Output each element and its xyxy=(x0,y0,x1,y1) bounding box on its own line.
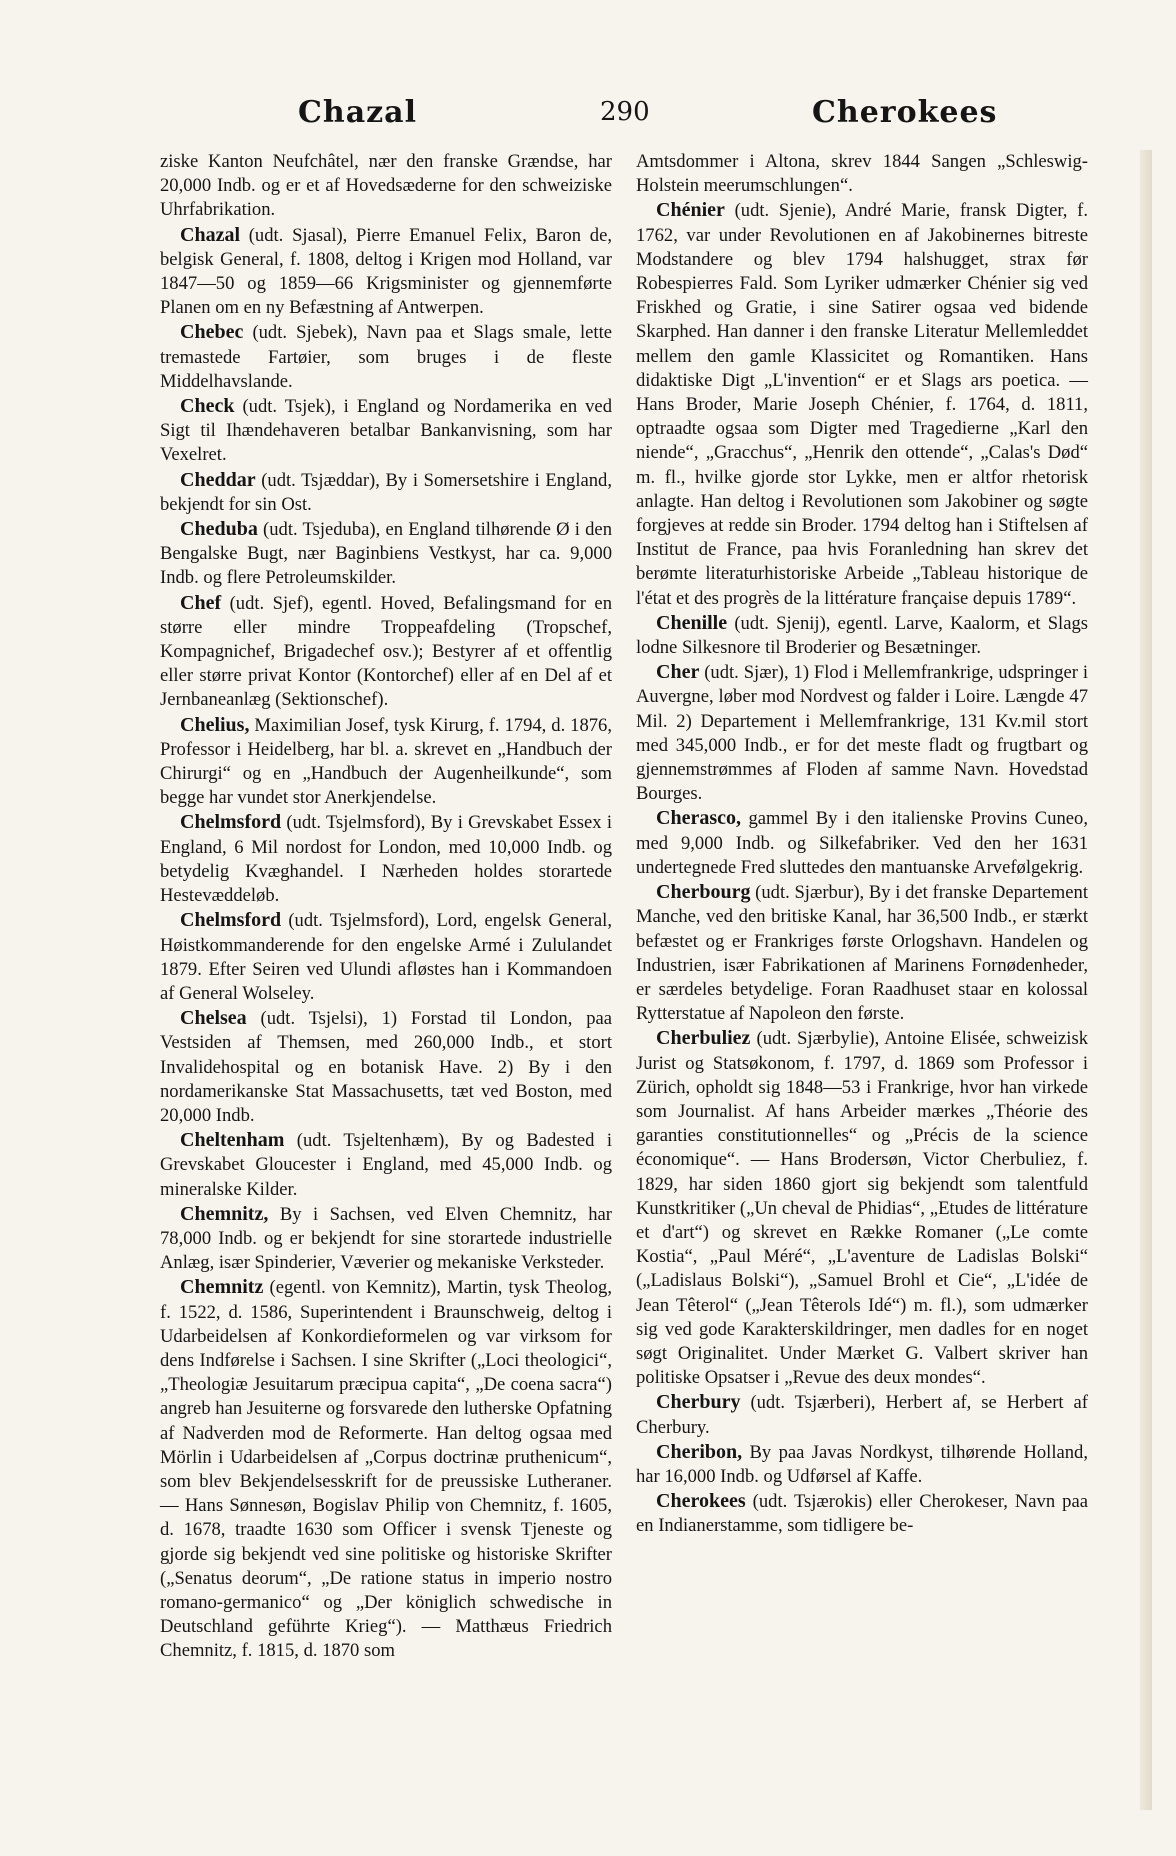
dictionary-entry xyxy=(636,150,1088,198)
entry-headword: Cherbuliez xyxy=(656,1027,751,1050)
entry-body: (udt. Sjærbur), By i det franske Departement Manche, ved den britiske Kanal, har 36,500 Indb., er stærkt befæstet og er Frankriges første Orlogshavn. Handelen og Industrien, især Fabrikationen af Marinens Fornødenheder, er særdeles betydelige. Foran Raadhuset staar en kolossal Rytterstatue af Napoleon den første. xyxy=(636,882,1088,1025)
entry-body: (udt. Tsjeduba), en England tilhørende Ø i den Bengalske Bugt, nær Baginbiens Vestkyst, har ca. 9,000 Indb. og flere Petroleumskilder. xyxy=(160,519,612,589)
entry-body: gammel By i den italienske Provins Cuneo, med 9,000 Indb. og Silkefabriker. Ved den her 1631 undertegnede Fred sluttedes den mantuanske Arvefølgekrig. xyxy=(636,808,1088,878)
dictionary-entry xyxy=(160,1006,612,1128)
dictionary-entry xyxy=(160,713,612,811)
entry-headword: Cherbury xyxy=(656,1391,741,1414)
entry-headword: Cheribon, xyxy=(656,1440,743,1463)
dictionary-entry xyxy=(160,1275,612,1663)
dictionary-entry xyxy=(160,810,612,908)
entry-headword: Cherasco, xyxy=(656,807,741,830)
entry-headword: Chelmsford xyxy=(180,811,282,834)
dictionary-entry xyxy=(160,1128,612,1202)
dictionary-entry xyxy=(160,517,612,591)
entry-body: (udt. Sjenie), André Marie, fransk Digter, f. 1762, var under Revolutionen en af Jakobinernes bitreste Modstandere og blev 1794 halshugget, strax før Robespierres Fald. Som Lyriker udmærker Chénier sig ved Friskhed og Gratie, i sine Satirer ogsaa ved bidende Skarphed. Han danner i den franske Literatur Mellemleddet mellem den gamle Klassicitet og Romantiken. Hans didaktiske Digt „L'invention“ er et Slags ars poetica. — Hans Broder, Marie Joseph Chénier, f. 1764, d. 1811, optraadte ogsaa som Digter med Tragedierne „Karl den niende“, „Gracchus“, „Henrik den ottende“, „Calas's Død“ m. fl., hvilke gjorde stor Lykke, men er altfor rhetorisk anlagte. Han deltog i Revolutionen som Jakobiner og søgte forgjeves at redde sin Broder. 1794 deltog han i Stiftelsen af Institut de France, paa hvis Foranledning han skrev det berømte literaturhistoriske Arbeide „Tableau historique de l'état et des progrès de la littérature française depuis 1789“. xyxy=(636,200,1088,609)
entry-headword: Chazal xyxy=(180,223,240,246)
entry-headword: Chef xyxy=(180,591,222,614)
entry-body: (udt. Sjebek), Navn paa et Slags smale, lette tremastede Fartøier, som bruges i de fleste Middelhavslande. xyxy=(160,322,612,392)
entry-headword: Chenille xyxy=(656,611,728,634)
dictionary-entry xyxy=(160,394,612,468)
entry-body: (udt. Tsjelmsford), Lord, engelsk General, Høistkommanderende for den engelske Armé i Zululandet 1879. Efter Seiren ved Ulundi afløstes han i Kommandoen af General Wolseley. xyxy=(160,910,612,1004)
entry-body: By paa Javas Nordkyst, tilhørende Holland, har 16,000 Indb. og Udførsel af Kaffe. xyxy=(636,1441,1088,1487)
entry-body: By i Sachsen, ved Elven Chemnitz, har 78,000 Indb. og er bekjendt for sine storartede industrielle Anlæg, især Spinderier, Væverier og mekaniske Verksteder. xyxy=(160,1203,612,1274)
entry-headword: Check xyxy=(180,395,235,418)
entry-headword: Chemnitz, xyxy=(180,1202,269,1225)
entry-body: (udt. Sjær), 1) Flod i Mellemfrankrige, udspringer i Auvergne, løber mod Nordvest og falder i Loire. Længde 47 Mil. 2) Departement i Mellemfrankrige, 131 Kv.mil stort med 345,000 Indb., er for det meste fladt og frugtbart og gjennemstrømmes af Floden af samme Navn. Hovedstad Bourges. xyxy=(636,662,1088,805)
left-column xyxy=(160,150,612,1664)
dictionary-entry xyxy=(636,1440,1088,1489)
entry-body: (egentl. von Kemnitz), Martin, tysk Theolog, f. 1522, d. 1586, Superintendent i Braunschweig, deltog i Udarbeidelsen af Konkordieformelen og var virksom for dens Indførelse i Sachsen. I sine Skrifter („Loci theologici“, „Theologiæ Jesuitarum præcipua capita“, „De coena sacra“) angreb han Jesuiterne og forsvarede den lutherske Opfatning af Nadverden mod de Reformerte. Han deltog ogsaa med Mörlin i Udarbeidelsen af „Corpus doctrinæ pruthenicum“, som blev Bekjendelsesskrift for de preussiske Lutheraner. — Hans Sønnesøn, Bogislav Philip von Chemnitz, f. 1605, d. 1678, traadte 1630 som Officer i svensk Tjeneste og gjorde sig bekjendt ved sine politiske og historiske Skrifter („Senatus deorum“, „De ratione status in imperio nostro romano-germanico“ og „Der königlich schwedische in Deutschland geführte Krieg“). — Matthæus Friedrich Chemnitz, f. 1815, d. 1870 som xyxy=(160,1277,612,1662)
entry-headword: Cheduba xyxy=(180,518,258,541)
dictionary-entry xyxy=(160,150,612,223)
dictionary-entry xyxy=(160,591,612,713)
entry-body: Amtsdommer i Altona, skrev 1844 Sangen „Schleswig-Holstein meerumschlungen“. xyxy=(636,151,1088,197)
entry-body: Maximilian Josef, tysk Kirurg, f. 1794, d. 1876, Professor i Heidelberg, har bl. a. skrevet en „Handbuch der Chirurgi“ og en „Handbuch der Augenheilkunde“, som begge har vundet stor Anerkjendelse. xyxy=(160,714,612,809)
header-right-catchword: Cherokees xyxy=(812,95,998,130)
entry-headword: Chebec xyxy=(180,321,244,344)
header-left-catchword: Chazal xyxy=(298,95,417,130)
running-header xyxy=(0,95,1176,135)
entry-headword: Cheddar xyxy=(180,468,256,491)
dictionary-entry xyxy=(636,1390,1088,1439)
dictionary-entry xyxy=(636,660,1088,806)
dictionary-entry xyxy=(636,880,1088,1026)
entry-body: ziske Kanton Neufchâtel, nær den franske Grændse, har 20,000 Indb. og er et af Hovedsæderne for den schweiziske Uhrfabrikation. xyxy=(160,151,612,221)
dictionary-entry xyxy=(636,1026,1088,1390)
entry-headword: Cherokees xyxy=(656,1490,746,1513)
dictionary-entry xyxy=(160,1202,612,1276)
entry-body: (udt. Tsjærberi), Herbert af, se Herbert af Cherbury. xyxy=(636,1392,1088,1438)
entry-body: (udt. Tsjeltenhæm), By og Badested i Grevskabet Gloucester i England, med 45,000 Indb. og mineralske Kilder. xyxy=(160,1130,612,1200)
dictionary-entry xyxy=(636,1489,1088,1538)
dictionary-entry xyxy=(160,468,612,517)
entry-headword: Cherbourg xyxy=(656,881,751,904)
entry-headword: Chelius, xyxy=(180,713,250,736)
entry-body: (udt. Tsjæddar), By i Somersetshire i England, bekjendt for sin Ost. xyxy=(160,469,612,515)
dictionary-entry xyxy=(160,223,612,321)
entry-body: (udt. Tsjelsi), 1) Forstad til London, paa Vestsiden af Themsen, med 260,000 Indb., et stort Invalidehospital og en botanisk Have. 2) By i den nordamerikanske Stat Massachusetts, tæt ved Boston, med 20,000 Indb. xyxy=(160,1008,612,1126)
right-column xyxy=(636,150,1088,1539)
entry-body: (udt. Sjef), egentl. Hoved, Befalingsmand for en større eller mindre Troppeafdeling (Tropschef, Kompagnichef, Brigadechef osv.); Bestyrer af et offentlig eller større privat Kontor (Kontorchef) eller af en Del af et Jernbaneanlæg (Sektionschef). xyxy=(160,592,612,711)
dictionary-entry xyxy=(160,908,612,1006)
page-edge-shadow xyxy=(1140,150,1152,1810)
entry-headword: Chénier xyxy=(656,199,725,222)
entry-headword: Chelmsford xyxy=(180,909,282,932)
entry-headword: Chelsea xyxy=(180,1007,247,1030)
entry-headword: Cher xyxy=(656,661,700,684)
entry-headword: Chemnitz xyxy=(180,1276,264,1299)
entry-body: (udt. Tsjærokis) eller Cherokeser, Navn paa en Indianerstamme, som tidligere be- xyxy=(636,1491,1088,1537)
entry-body: (udt. Sjenij), egentl. Larve, Kaalorm, et Slags lodne Silkesnore til Broderier og Besætninger. xyxy=(636,612,1088,659)
entry-body: (udt. Tsjelmsford), By i Grevskabet Essex i England, 6 Mil nordost for London, med 10,000 Indb. og betydelig Kvæghandel. I Nærheden holdes storartede Hestevæddeløb. xyxy=(160,812,612,907)
dictionary-entry xyxy=(636,198,1088,610)
entry-headword: Cheltenham xyxy=(180,1129,285,1152)
page-number: 290 xyxy=(600,97,650,127)
entry-body: (udt. Sjasal), Pierre Emanuel Felix, Baron de, belgisk General, f. 1808, deltog i Krigen mod Holland, var 1847—50 og 1859—66 Krigsminister og gjennemførte Planen om en ny Befæstning af Antwerpen. xyxy=(160,224,612,319)
dictionary-entry xyxy=(636,806,1088,880)
dictionary-entry xyxy=(160,320,612,394)
entry-body: (udt. Sjærbylie), Antoine Elisée, schweizisk Jurist og Statsøkonom, f. 1797, d. 1869 som Professor i Zürich, opholdt sig 1848—53 i Frankrige, hvor han virkede som Journalist. Af hans Arbeider mærkes „Théorie des garanties constitutionnelles“ og „Précis de la science économique“. — Hans Brodersøn, Victor Cherbuliez, f. 1829, har siden 1860 gjort sig bekjendt som talentfuld Kunstkritiker („Un cheval de Phidias“, „Etudes de littérature et d'art“) og skrevet en Række Romaner („Le comte Kostia“, „Paul Méré“, „L'aventure de Ladislas Bolski“ („Ladislaus Bolski“), „Samuel Brohl et Cie“, „L'idée de Jean Têterol“ („Jean Têterols Idé“) m. fl.), som udmærker sig ved gode Karakterskildringer, men dadles for en noget søgt Originalitet. Under Mærket G. Valbert skriver han politiske Opsatser i „Revue des deux mondes“. xyxy=(636,1028,1088,1389)
dictionary-entry xyxy=(636,611,1088,660)
entry-body: (udt. Tsjek), i England og Nordamerika en ved Sigt til Ihændehaveren betalbar Bankanvisning, som har Vexelret. xyxy=(160,396,612,466)
